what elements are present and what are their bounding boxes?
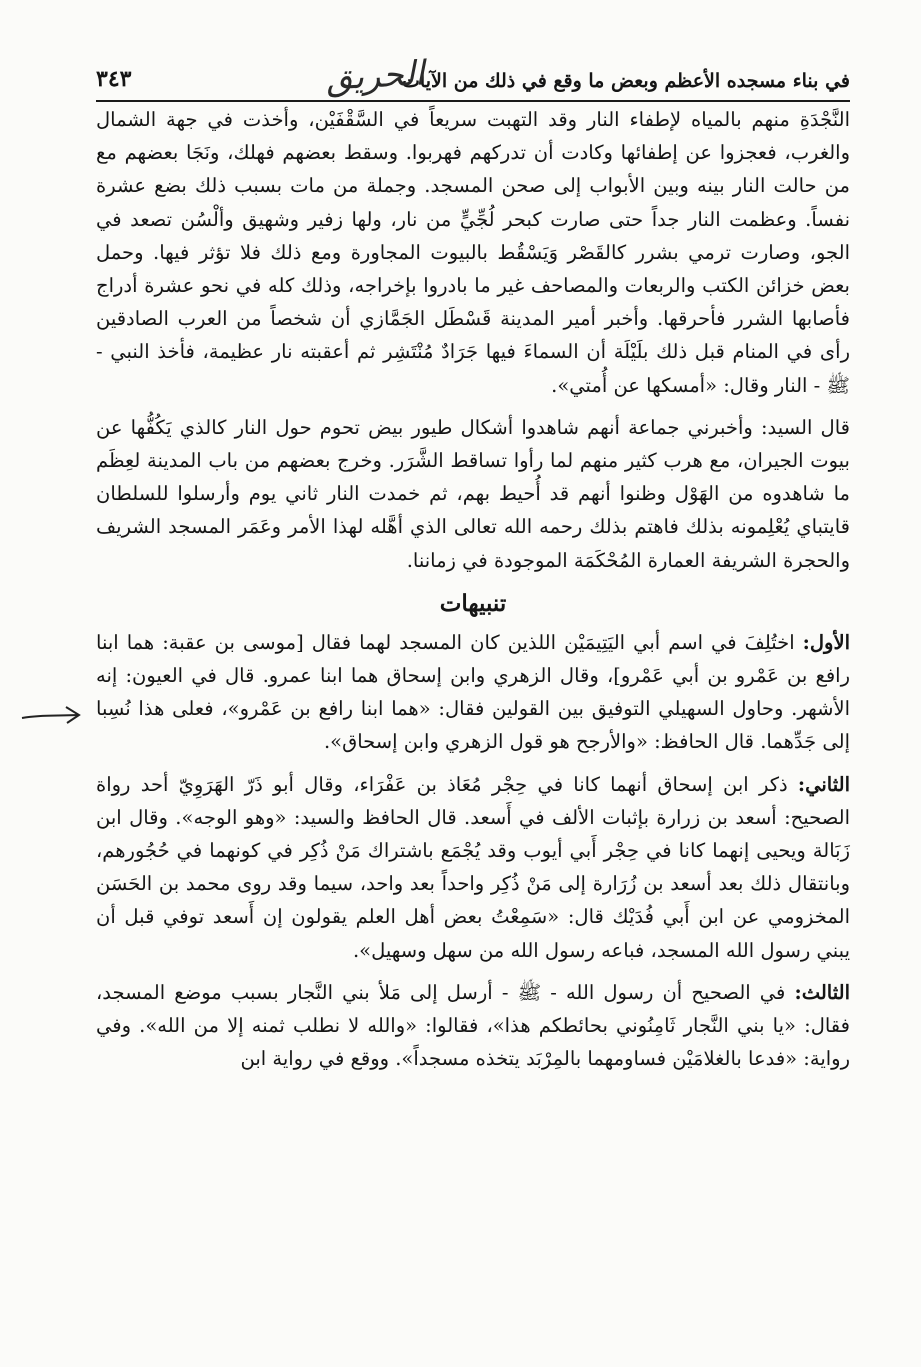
page-body [96,103,850,1084]
note-text-second: ذكر ابن إسحاق أنهما كانا في حِجْر مُعَاذ بن عَفْرَاء، وقال أبو ذَرّ الهَرَوِيّ أحد رواة الصحيح: أسعد بن زرارة بإثبات الألف في أَسعد. قال الحافظ والسيد: «وهو الوجه». وقال ابن زَبَالة ويحيى إنهما كانا في حِجْر أَبي أيوب وقد يُجْمَع باشتراك مَنْ ذُكِر في كونهما في حُجُورهم، وبانتقال ذلك بعد أسعد بن زُرَارة إلى مَنْ ذُكِر واحداً بعد واحد، سيما وقد روى محمد بن الحَسَن المخزومي عن ابن أَبي فُدَيْك قال: «سَمِعْتُ بعض أهل العلم يقولون إن أَسعد توفي قبل أن يبني رسول الله المسجد، فباعه رسول الله من سهل وسهيل». [96,772,850,962]
body-paragraph-2: قال السيد: وأخبرني جماعة أنهم شاهدوا أشكال طيور بيض تحوم حول النار كالذي يَكُفُّها عن بيوت الجيران، مع هرب كثير منهم لما رأوا تساقط الشَّرَر. وخرج بعضهم من باب المدينة لعِظَم ما شاهدوه من الهَوْل وظنوا أنهم قد أُحيط بهم، ثم خمدت النار ثاني يوم وأرسلوا للسلطان قايتباي يُعْلِمونه بذلك فاهتم بذلك رحمه الله تعالى الذي أهَّله لهذا الأمر وعَمَر المسجد الشريف والحجرة الشريفة العمارة المُحْكَمَة الموجودة في زماننا. [96,415,850,572]
note-lead-first: الأول: [802,630,850,654]
running-title: في بناء مسجده الأعظم وبعض ما وقع في ذلك من الآيات [402,70,850,92]
body-paragraph-1: النَّجْدَةِ منهم بالمياه لإطفاء النار وقد التهبت سريعاً في السَّقْفَيْن، وأخذت في جهة الشمال والغرب، فعجزوا عن إطفائها وكادت أن تدركهم فهربوا. وسقط بعضهم فهلك، ونَجَا بعضهم مع من حالت النار بينه وبين الأبواب إلى صحن المسجد. وجملة من مات بسبب ذلك بضع عشرة نفساً. وعظمت النار جداً حتى صارت كبحر لُجِّيٍّ من نار، ولها زفير وشهيق وألْسُن تصعد في الجو، وصارت ترمي بشرر كالقَصْر وَيَسْقُط بالبيوت المجاورة ومع ذلك فلا تؤثر فيها. وحمل بعض خزائن الكتب والربعات والمصاحف غير ما بادروا بإخراجه، وذلك كله في نحو عشرة أدراج فأصابها الشرر فأحرقها. وأخبر أمير المدينة قَسْطَل الجَمَّازي أن شخصاً من العرب الصادقين رأى في المنام قبل ذلك بلَيْلَة أن السماءَ فيها جَرَادٌ مُنْتَشِر ثم أعقبته نار عظيمة، فأخذ النبي - ﷺ - النار وقال: «أمسكها عن أُمتي». [96,108,850,397]
note-text-third: في الصحيح أن رسول الله - ﷺ - أرسل إلى مَلأ بني النَّجار بسبب موضع المسجد، فقال: «يا بني النَّجار ثَامِنُوني بحائطكم هذا»، فقالوا: «والله لا نطلب ثمنه إلا من الله». وفي رواية: «فدعا بالغلامَيْن فساومهما بالمِرْبَد يتخذه مسجداً». ووقع في رواية ابن [96,980,850,1071]
handwritten-note: الحريق [325,53,426,99]
note-item-third [96,976,850,1076]
note-item-second [96,768,850,967]
note-item-first [96,626,850,759]
note-lead-third: الثالث: [794,980,850,1004]
page-number: ٣٤٣ [96,66,132,92]
section-heading: تنبيهات [439,589,507,617]
page-header [96,44,850,102]
arrow-right-icon [18,702,84,728]
note-text-first: اختُلِفَ في اسم أبي اليَتِيمَيْن اللذين كان المسجد لهما فقال [موسى بن عقبة: هما ابنا رافع بن عَمْرو بن أبي عَمْرو]، وقال الزهري وابن إسحاق هما ابنا عمرو. قال في العيون: إنه الأشهر. وحاول السهيلي التوفيق بين القولين فقال: «هما ابنا رافع بن عَمْرو»، فعلى هذا نُسِبا إلى جَدِّهما. قال الحافظ: «والأرجح هو قول الزهري وابن إسحاق». [96,630,850,754]
note-lead-second: الثاني: [797,772,850,796]
